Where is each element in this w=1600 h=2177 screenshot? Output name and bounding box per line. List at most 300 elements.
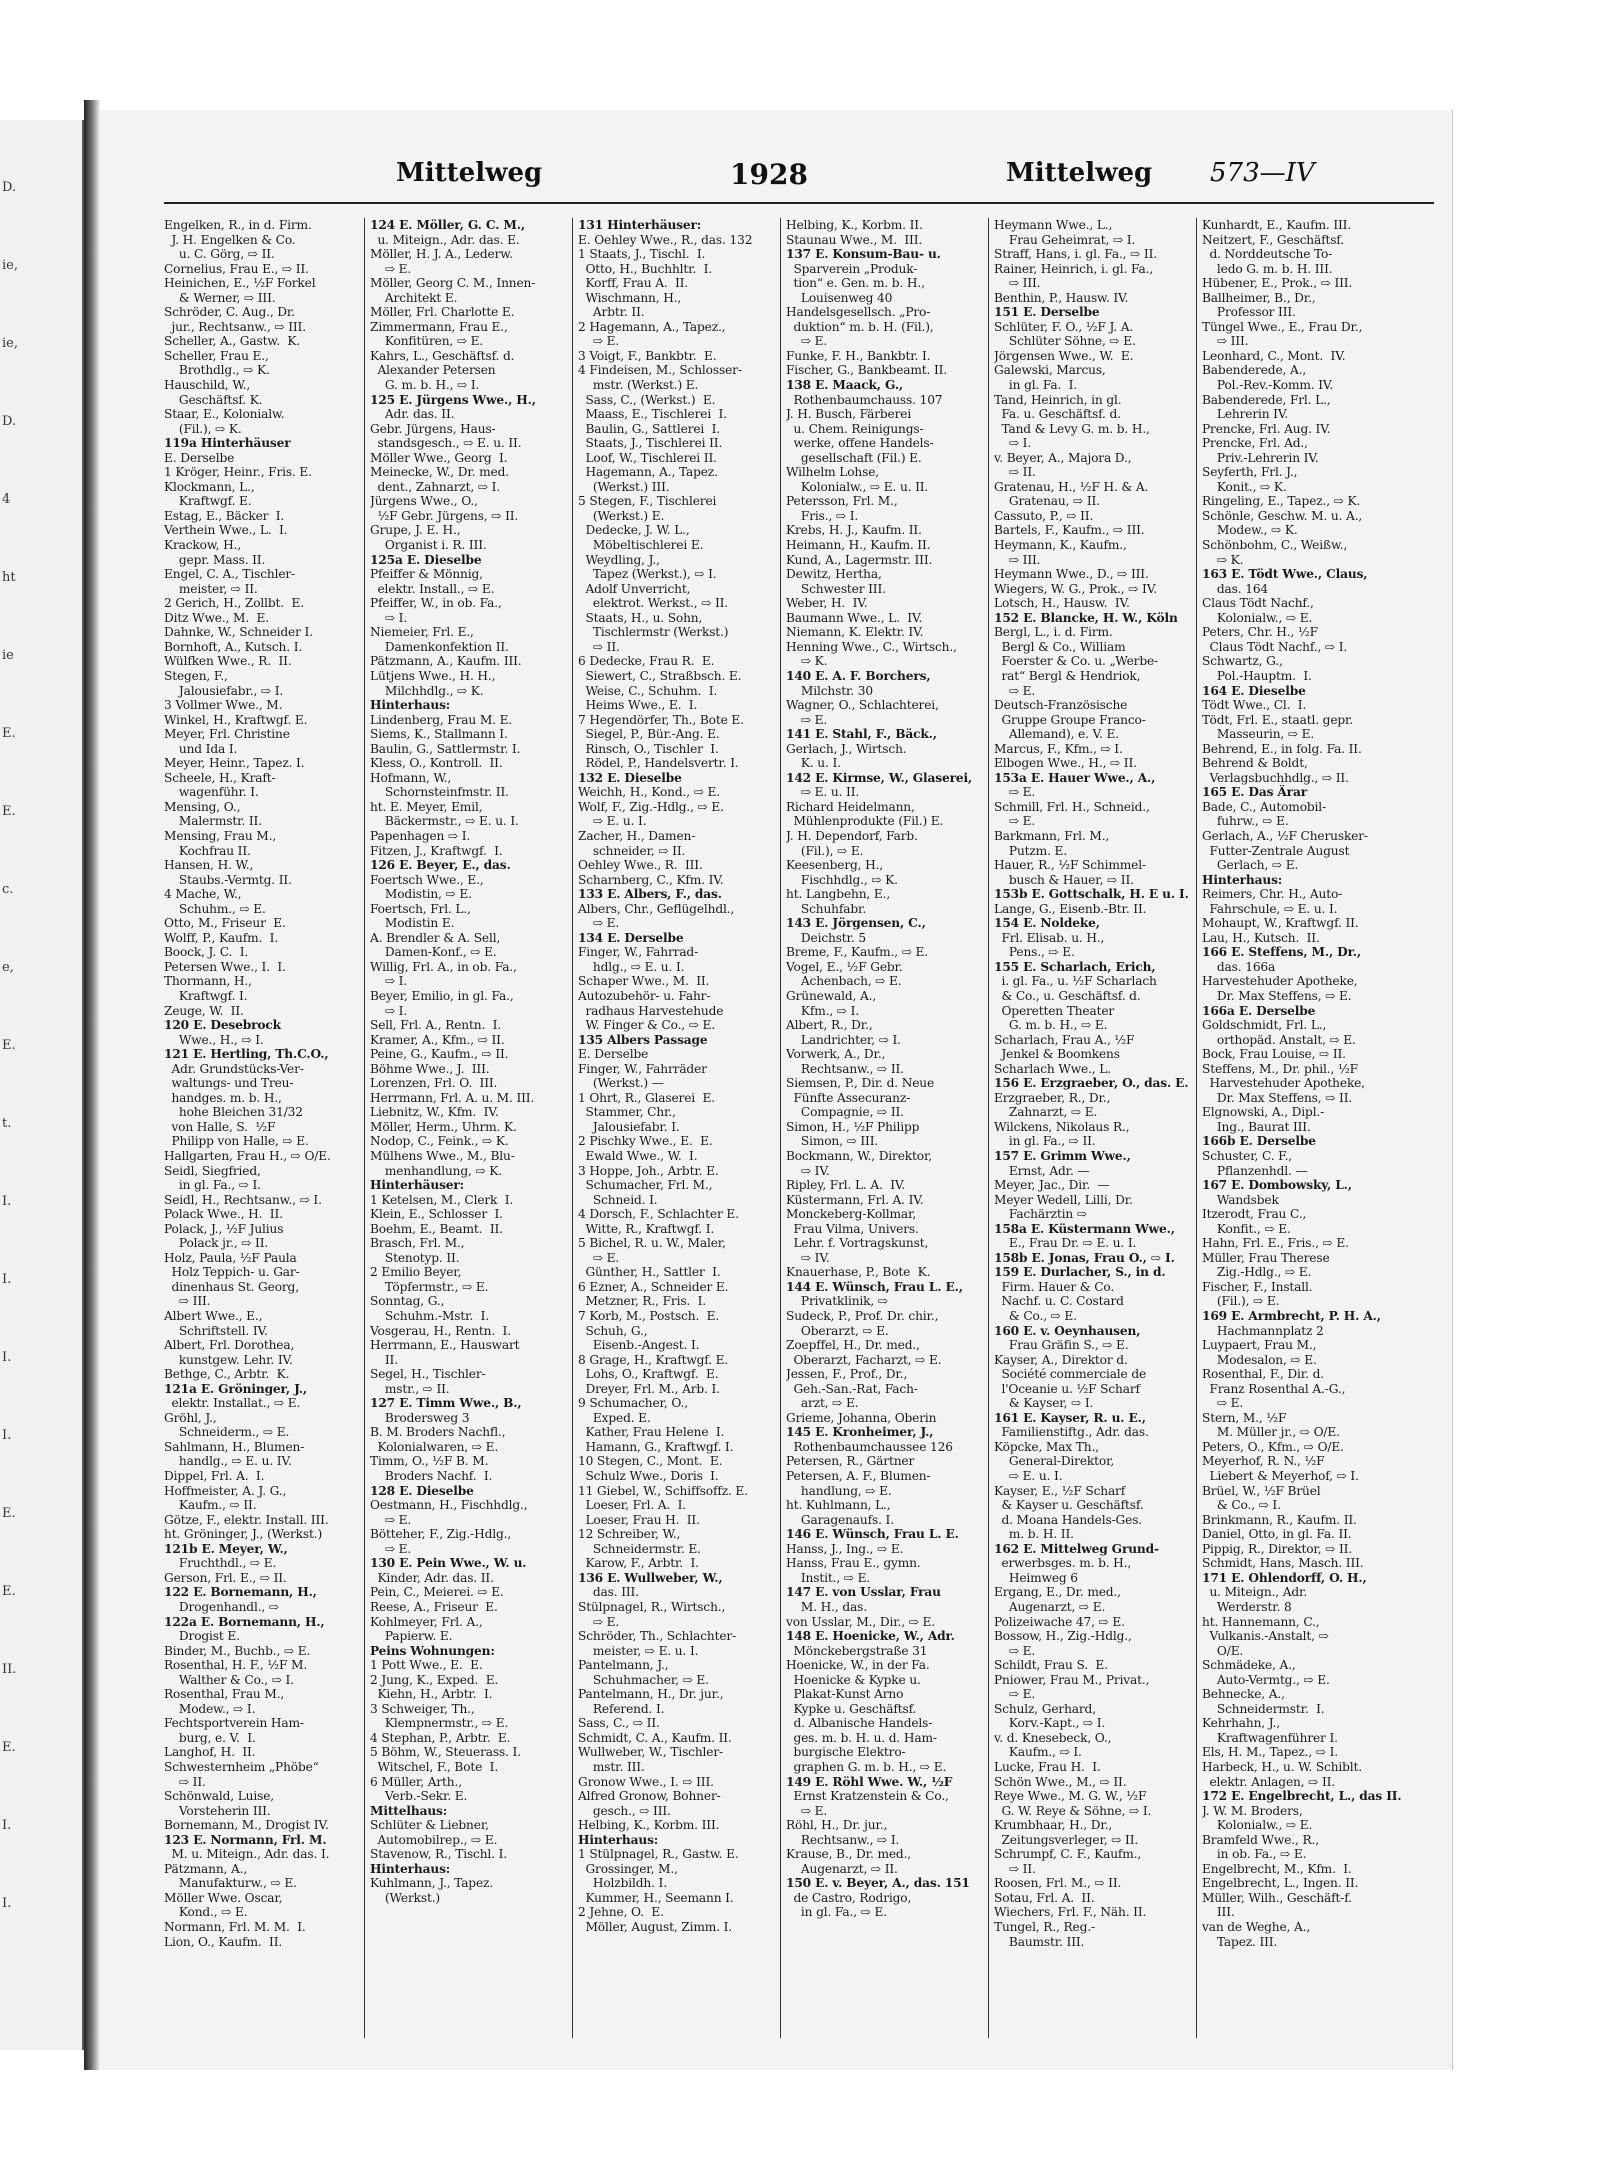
directory-entry-line: Philipp von Halle, ⇨ E. (164, 1134, 309, 1149)
directory-entry-line: Herrmann, E., Hauswart (370, 1338, 520, 1353)
directory-entry-line: Jalousiefabr., ⇨ I. (164, 683, 284, 698)
directory-entry-line: 2 Jung, K., Exped. E. (370, 1672, 499, 1687)
directory-entry-line: 159 E. Durlacher, S., in d. (994, 1265, 1166, 1280)
directory-entry-line: Sass, C., (Werkst.) E. (578, 392, 716, 407)
directory-entry-line: Lohs, O., Kraftwgf. E. (578, 1367, 719, 1382)
directory-entry-line: Bethge, C., Arbtr. K. (164, 1367, 290, 1382)
directory-entry-line: Hinterhaus: (578, 1832, 659, 1847)
directory-entry-line: Jörgensen Wwe., W. E. (994, 348, 1134, 363)
directory-entry-line: Segel, H., Tischler- (370, 1367, 486, 1382)
page-number: 573—IV (1210, 158, 1315, 188)
directory-entry-line: Sell, Frl. A., Rentn. I. (370, 1018, 502, 1033)
directory-entry-line: & Co., u. Geschäftsf. d. (994, 988, 1141, 1003)
directory-entry-line: Schuh, G., (578, 1323, 648, 1338)
directory-entry-line: Polack jr., ⇨ II. (164, 1236, 269, 1251)
directory-entry-line: Lehr. f. Vortragskunst, (786, 1236, 929, 1251)
directory-entry-line: Fruchthdl., ⇨ E. (164, 1556, 277, 1571)
directory-entry-line: Bergl & Co., William (994, 639, 1126, 654)
directory-entry-line: Gerlach, J., Wirtsch. (786, 741, 907, 756)
directory-entry-line: Staubs.-Vermtg. II. (164, 872, 292, 887)
directory-entry-line: Siemsen, P., Dir. d. Neue (786, 1076, 935, 1091)
directory-entry-line: Köpcke, Max Th., (994, 1439, 1099, 1454)
directory-entry-line: 130 E. Pein Wwe., W. u. (370, 1556, 527, 1571)
directory-entry-line: Schuhm., ⇨ E. (164, 901, 266, 916)
left-page-fragment: ie, (2, 258, 18, 273)
directory-entry-line: Simon, ⇨ III. (786, 1134, 879, 1149)
directory-entry-line: E., Frau Dr. ⇨ E. u. I. (994, 1236, 1137, 1251)
directory-entry-line: burgische Elektro- (786, 1745, 906, 1760)
left-page-fragment: t. (2, 1116, 12, 1131)
directory-entry-line: i. gl. Fa., u. ½F Scharlach (994, 974, 1157, 989)
street-name-left: Mittelweg (396, 158, 543, 188)
directory-entry-line: Nodop, C., Feink., ⇨ K. (370, 1134, 509, 1149)
directory-entry-line: Sudeck, P., Prof. Dr. chir., (786, 1309, 939, 1324)
directory-entry-line: 165 E. Das Ärar (1202, 785, 1307, 800)
directory-entry-line: Fischer, G., Bankbeamt. II. (786, 363, 948, 378)
directory-entry-line: Babenderede, Frl. L., (1202, 392, 1331, 407)
directory-entry-line: schneider, ⇨ II. (578, 843, 686, 858)
directory-entry-line: Heimann, H., Kaufm. II. (786, 538, 931, 553)
directory-entry-line: Baumstr. III. (994, 1934, 1085, 1949)
directory-entry-line: 144 E. Wünsch, Frau L. E., (786, 1279, 963, 1294)
directory-entry-line: Staats, H., u. Sohn, (578, 610, 703, 625)
directory-entry-line: 125 E. Jürgens Wwe., H., (370, 392, 536, 407)
directory-entry-line: ⇨ E. u. I. (994, 1469, 1063, 1484)
directory-entry-line: Schwesternheim „Phöbe“ (164, 1759, 319, 1774)
directory-entry-line: Pippig, R., Direktor, ⇨ II. (1202, 1541, 1353, 1556)
directory-entry-line: Reese, A., Friseur E. (370, 1599, 498, 1614)
directory-entry-line: Röhl, H., Dr. jur., (786, 1818, 888, 1833)
directory-entry-line: 157 E. Grimm Wwe., (994, 1149, 1131, 1163)
directory-entry-line: Krumbhaar, H., Dr., (994, 1818, 1113, 1833)
directory-entry-line: Fechtsportverein Ham- (164, 1716, 304, 1731)
directory-entry-line: Eisenb.-Angest. I. (578, 1338, 700, 1353)
directory-entry-line: Meyerhof, R. N., ½F (1202, 1454, 1325, 1469)
directory-entry-line: Brothdlg., ⇨ K. (164, 363, 270, 378)
directory-entry-line: Tapez. III. (1202, 1934, 1278, 1949)
directory-entry-line: Drogist E. (164, 1629, 240, 1644)
directory-entry-line: Jenkel & Boomkens (994, 1047, 1120, 1062)
directory-entry-line: Kraftwagenführer I. (1202, 1730, 1338, 1745)
directory-entry-line: Möller, Georg C. M., Innen- (370, 276, 536, 291)
directory-entry-line: 5 Bichel, R. u. W., Maler, (578, 1236, 726, 1251)
directory-entry-line: Architekt E. (370, 290, 458, 305)
directory-entry-line: Petersen, A. F., Blumen- (786, 1469, 931, 1484)
directory-entry-line: von Usslar, M., Dir., ⇨ E. (786, 1614, 935, 1629)
directory-entry-line: K. u. I. (786, 756, 841, 771)
directory-entry-line: Adr. das. II. (370, 407, 455, 422)
left-page-fragment: E. (2, 1584, 16, 1599)
directory-entry-line: Liebert & Meyerhof, ⇨ I. (1202, 1469, 1359, 1484)
directory-entry-line: G. m. b. H., ⇨ E. (994, 1018, 1108, 1033)
directory-entry-line: Wullweber, W., Tischler- (578, 1745, 723, 1760)
left-page-fragment: D. (2, 180, 17, 195)
directory-entry-line: 155 E. Scharlach, Erich, (994, 959, 1156, 974)
directory-entry-line: Tischlermstr (Werkst.) (578, 625, 729, 640)
directory-entry-line: Geschäftsf. K. (164, 392, 263, 407)
directory-entry-line: ⇨ E. (786, 1803, 828, 1818)
directory-entry-line: in gl. Fa. I. (994, 378, 1078, 393)
directory-entry-line: (Werkst.) E. (578, 508, 665, 523)
directory-column-5 (994, 218, 1194, 2038)
directory-entry-line: 158b E. Jonas, Frau O., ⇨ I. (994, 1250, 1175, 1265)
directory-entry-line: Tapez (Werkst.), ⇨ I. (578, 567, 717, 582)
directory-entry-line: J. H. Busch, Färberei (786, 407, 912, 422)
directory-entry-line: Schneiderm., ⇨ E. (164, 1425, 290, 1440)
directory-entry-line: Kolonialw., ⇨ E. u. II. (786, 479, 929, 494)
directory-entry-line: Damen-Konf., ⇨ E. (370, 945, 497, 960)
directory-entry-line: Lehrerin IV. (1202, 407, 1289, 422)
directory-entry-line: 128 E. Dieselbe (370, 1483, 474, 1498)
directory-entry-line: 147 E. von Usslar, Frau (786, 1585, 941, 1600)
directory-entry-line: mstr. (Werkst.) E. (578, 378, 699, 393)
directory-entry-line: Kohlmeyer, Frl. A., (370, 1614, 483, 1629)
directory-entry-line: ⇨ E. (994, 683, 1036, 698)
directory-entry-line: 123 E. Normann, Frl. M. (164, 1832, 327, 1847)
directory-entry-line: 3 Schweiger, Th., (370, 1701, 475, 1716)
directory-entry-line: 163 E. Tödt Wwe., Claus, (1202, 567, 1368, 582)
directory-entry-line: Kond., ⇨ E. (164, 1905, 248, 1920)
directory-entry-line: (Fil.), ⇨ K. (164, 421, 242, 436)
directory-entry-line: Operetten Theater (994, 1003, 1115, 1018)
directory-entry-line: Kypke u. Geschäftsf. (786, 1701, 917, 1716)
directory-entry-line: u. Miteign., Adr. das. E. (370, 232, 520, 247)
directory-entry-line: Peins Wohnungen: (370, 1643, 495, 1658)
directory-entry-line: hdlg., ⇨ E. u. I. (578, 959, 685, 974)
directory-entry-line: Peters, O., Kfm., ⇨ O/E. (1202, 1439, 1344, 1454)
directory-entry-line: Petersen Wwe., I. I. (164, 959, 286, 974)
directory-entry-line: burg, e. V. I. (164, 1730, 256, 1745)
directory-entry-line: 3 Vollmer Wwe., M. (164, 698, 283, 713)
directory-entry-line: & Kayser u. Geschäftsf. (994, 1498, 1144, 1513)
directory-entry-line: 2 Hagemann, A., Tapez., (578, 319, 726, 334)
directory-entry-line: ⇨ K. (786, 654, 828, 669)
directory-entry-line: Plakat-Kunst Arno (786, 1687, 904, 1702)
directory-entry-line: 164 E. Dieselbe (1202, 683, 1306, 698)
directory-entry-line: 9 Schumacher, O., (578, 1396, 688, 1411)
directory-entry-line: Foerster & Co. u. „Werbe- (994, 654, 1159, 669)
directory-entry-line: Scheller, A., Gastw. K. (164, 334, 301, 349)
directory-entry-line: Hoffmeister, A. J. G., (164, 1483, 287, 1498)
directory-entry-line: kunstgew. Lehr. IV. (164, 1352, 293, 1367)
directory-entry-line: Weichh, H., Kond., ⇨ E. (578, 785, 720, 800)
directory-entry-line: Brasch, Frl. M., (370, 1236, 465, 1251)
directory-entry-line: Kolonialwaren, ⇨ E. (370, 1439, 499, 1454)
directory-entry-line: Fa. u. Geschäftsf. d. (994, 407, 1121, 422)
directory-entry-line: v. d. Knesebeck, O., (994, 1730, 1112, 1745)
directory-entry-line: Möbeltischlerei E. (578, 538, 704, 553)
directory-entry-line: 126 E. Beyer, E., das. (370, 858, 511, 873)
directory-entry-line: General-Direktor, (994, 1454, 1115, 1469)
directory-entry-line: Böhme Wwe., J. III. (370, 1061, 490, 1076)
directory-entry-line: erwerbsges. m. b. H., (994, 1556, 1132, 1571)
directory-entry-line: Mülhens Wwe., M., Blu- (370, 1149, 515, 1163)
directory-entry-line: Küstermann, Frl. A. IV. (786, 1192, 924, 1207)
directory-entry-line: Loof, W., Tischlerei II. (578, 450, 717, 465)
directory-entry-line: M. H., das. (786, 1599, 867, 1614)
directory-entry-line: 162 E. Mittelweg Grund- (994, 1541, 1159, 1556)
directory-entry-line: Möller, H. J. A., Lederw. (370, 247, 513, 262)
directory-entry-line: 148 E. Hoenicke, W., Adr. (786, 1629, 955, 1644)
directory-entry-line: Schwartz, G., (1202, 654, 1283, 669)
directory-entry-line: ⇨ I. (370, 974, 408, 989)
directory-entry-line: Verlagsbuchhdlg., ⇨ II. (1202, 770, 1349, 785)
directory-entry-line: Scharlach Wwe., L. (994, 1061, 1111, 1076)
directory-entry-line: Adolf Unverricht, (578, 581, 691, 596)
directory-entry-line: Hamann, G., Kraftwgf. I. (578, 1439, 734, 1454)
directory-entry-line: & Kayser, ⇨ I. (994, 1396, 1094, 1411)
directory-entry-line: Vorsteherin III. (164, 1803, 271, 1818)
directory-entry-line: Werderstr. 8 (1202, 1599, 1292, 1614)
left-page-fragment: E. (2, 726, 16, 741)
directory-entry-line: Foertsch Wwe., E., (370, 872, 484, 887)
directory-entry-line: arzt, ⇨ E. (786, 1396, 859, 1411)
directory-entry-line: ⇨ II. (578, 639, 620, 654)
directory-entry-line: 154 E. Noldeke, (994, 916, 1100, 931)
directory-entry-line: Exped. E. (578, 1410, 651, 1425)
directory-entry-line: Pein, C., Meierei. ⇨ E. (370, 1585, 504, 1600)
directory-entry-line: Frau Vilma, Univers. (786, 1221, 919, 1236)
directory-entry-line: 11 Giebel, W., Schiffsoffz. E. (578, 1483, 748, 1498)
directory-entry-line: dinenhaus St. Georg, (164, 1279, 299, 1294)
directory-entry-line: in gl. Fa., ⇨ II. (994, 1134, 1096, 1149)
directory-entry-line: Ballheimer, B., Dr., (1202, 290, 1316, 305)
directory-entry-line: J. H. Engelken & Co. (164, 232, 296, 247)
directory-entry-line: Futter-Zentrale August (1202, 843, 1350, 858)
directory-entry-line: Gebr. Jürgens, Haus- (370, 421, 496, 436)
directory-entry-line: Zeuge, W. II. (164, 1003, 244, 1018)
directory-entry-line: Niemann, K. Elektr. IV. (786, 625, 924, 640)
directory-entry-line: Dahnke, W., Schneider I. (164, 625, 313, 640)
directory-entry-line: Tand, Heinrich, in gl. (994, 392, 1122, 407)
directory-entry-line: 4 Mache, W., (164, 887, 242, 902)
directory-entry-line: Klein, E., Schlosser I. (370, 1207, 503, 1222)
directory-entry-line: 6 Dedecke, Frau R. E. (578, 654, 715, 669)
directory-entry-line: ⇨ IV. (786, 1250, 830, 1265)
directory-entry-line: Krackow, H., (164, 538, 242, 553)
directory-entry-line: Meyer, Heinr., Tapez. I. (164, 756, 305, 771)
directory-entry-line: und Ida I. (164, 741, 238, 756)
directory-entry-line: Mohaupt, W., Kraftwgf. II. (1202, 916, 1359, 931)
directory-entry-line: Schön Wwe., M., ⇨ II. (994, 1774, 1127, 1789)
left-page-fragment: I. (2, 1350, 12, 1365)
directory-entry-line: Verb.-Sekr. E. (370, 1789, 468, 1804)
directory-entry-line: Rosenthal, H. F., ½F M. (164, 1658, 308, 1673)
directory-entry-line: Schuhfabr. (786, 901, 867, 916)
directory-entry-line: ges. m. b. H. u. d. Ham- (786, 1730, 937, 1745)
directory-entry-line: Kehrhahn, J., (1202, 1716, 1280, 1731)
left-page-fragment: 4 (2, 492, 11, 507)
directory-entry-line: 142 E. Kirmse, W., Glaserei, (786, 770, 973, 785)
directory-entry-line: Augenarzt, ⇨ E. (994, 1599, 1106, 1614)
directory-entry-line: Behnecke, A., (1202, 1687, 1285, 1702)
directory-entry-line: menhandlung, ⇨ K. (370, 1163, 502, 1178)
directory-entry-line: Hinterhaus: (1202, 872, 1283, 887)
directory-entry-line: Schönbohm, C., Weißw., (1202, 538, 1348, 553)
directory-entry-line: Hinterhäuser: (370, 1178, 465, 1193)
directory-entry-line: Marcus, F., Kfm., ⇨ I. (994, 741, 1123, 756)
directory-entry-line: Bartels, F., Kaufm., ⇨ III. (994, 523, 1145, 538)
directory-entry-line: Goldschmidt, Frl. L., (1202, 1018, 1327, 1033)
directory-entry-line: handlung, ⇨ E. (786, 1483, 892, 1498)
directory-entry-line: Arbtr. II. (578, 305, 645, 320)
directory-entry-line: Achenbach, ⇨ E. (786, 974, 902, 989)
directory-entry-line: Louisenweg 40 (786, 290, 893, 305)
directory-entry-line: J. W. M. Broders, (1202, 1803, 1303, 1818)
directory-entry-line: 119a Hinterhäuser (164, 436, 291, 451)
directory-entry-line: Vosgerau, H., Rentn. I. (370, 1323, 511, 1338)
directory-entry-line: Engelken, R., in d. Firm. (164, 218, 312, 232)
directory-entry-line: Boehm, E., Beamt. II. (370, 1221, 503, 1236)
directory-entry-line: Polack Wwe., H. II. (164, 1207, 283, 1222)
directory-entry-line: Cassuto, P., ⇨ II. (994, 508, 1094, 523)
directory-entry-line: Adr. Grundstücks-Ver- (164, 1061, 304, 1076)
directory-entry-line: Krause, B., Dr. med., (786, 1847, 912, 1862)
directory-entry-line: Walther & Co., ⇨ I. (164, 1672, 294, 1687)
directory-entry-line: Schröder, Th., Schlachter- (578, 1629, 737, 1644)
directory-entry-line: 12 Schreiber, W., (578, 1527, 681, 1542)
directory-entry-line: Schildt, Frau S. E. (994, 1658, 1108, 1673)
directory-entry-line: Knauerhase, P., Bote K. (786, 1265, 931, 1280)
directory-entry-line: Zoepffel, H., Dr. med., (786, 1338, 920, 1353)
directory-entry-line: Fischer, F., Install. (1202, 1279, 1313, 1294)
directory-entry-line: Kaufm., ⇨ II. (164, 1498, 257, 1513)
directory-entry-line: elektrot. Werkst., ⇨ II. (578, 596, 729, 611)
directory-entry-line: Kraftwgf. E. (164, 494, 252, 509)
directory-entry-line: ht. Hannemann, C., (1202, 1614, 1320, 1629)
directory-entry-line: Nachf. u. C. Costard (994, 1294, 1124, 1309)
directory-entry-line: das. 164 (1202, 581, 1269, 596)
directory-entry-line: Kahrs, L., Geschäftsf. d. (370, 348, 515, 363)
directory-entry-line: Petersen, R., Gärtner (786, 1454, 915, 1469)
directory-entry-line: Bock, Frau Louise, ⇨ II. (1202, 1047, 1346, 1062)
directory-entry-line: Grieme, Johanna, Oberin (786, 1410, 937, 1425)
directory-entry-line: Tüngel Wwe., E., Frau Dr., (1202, 319, 1363, 334)
directory-entry-line: Wischmann, H., (578, 290, 682, 305)
directory-entry-line: handges. m. b. H., (164, 1090, 282, 1105)
directory-entry-line: Albers, Chr., Geflügelhdl., (578, 901, 735, 916)
directory-entry-line: Dedecke, J. W. L., (578, 523, 690, 538)
directory-entry-line: 121 E. Hertling, Th.C.O., (164, 1047, 329, 1062)
directory-entry-line: Instit., ⇨ E. (786, 1570, 871, 1585)
directory-entry-line: Frau Geheimrat, ⇨ I. (994, 232, 1136, 247)
directory-entry-line: Gerlach, A., ½F Cherusker- (1202, 828, 1368, 843)
directory-entry-line: Kfm., ⇨ I. (786, 1003, 859, 1018)
directory-entry-line: Hanss, J., Ing., ⇨ E. (786, 1541, 904, 1556)
directory-entry-line: Heinichen, E., ½F Forkel (164, 276, 316, 291)
directory-entry-line: Meyer Wedell, Lilli, Dr. (994, 1192, 1133, 1207)
directory-entry-line: 166b E. Derselbe (1202, 1134, 1316, 1149)
directory-entry-line: Jalousiefabr. I. (578, 1119, 680, 1134)
column-divider (1196, 218, 1197, 2038)
directory-entry-line: Rödel, P., Handelsvertr. I. (578, 756, 739, 771)
directory-entry-line: Stavenow, R., Tischl. I. (370, 1847, 508, 1862)
directory-entry-line: 166a E. Derselbe (1202, 1003, 1316, 1018)
directory-entry-line: Staunau Wwe., M. III. (786, 232, 923, 247)
directory-entry-line: Schönle, Geschw. M. u. A., (1202, 508, 1363, 523)
directory-entry-line: Prencke, Frl. Aug. IV. (1202, 421, 1331, 436)
directory-entry-line: Broders Nachf. I. (370, 1469, 493, 1484)
directory-entry-line: 133 E. Albers, F., das. (578, 887, 722, 902)
directory-entry-line: ⇨ E. (370, 1512, 412, 1527)
directory-entry-line: gepr. Mass. II. (164, 552, 266, 567)
directory-entry-line: Masseurin, ⇨ E. (1202, 727, 1315, 742)
directory-entry-line: Peine, G., Kaufm., ⇨ II. (370, 1047, 509, 1062)
directory-entry-line: Deutsch-Französische (994, 698, 1128, 713)
directory-entry-line: 5 Stegen, F., Tischlerei (578, 494, 717, 509)
directory-entry-line: Schulz Wwe., Doris I. (578, 1469, 719, 1484)
directory-entry-line: m. b. H. II. (994, 1527, 1074, 1542)
directory-entry-line: Harbeck, H., u. W. Schiblt. (1202, 1759, 1363, 1774)
directory-entry-line: 156 E. Erzgraeber, O., das. E. (994, 1076, 1189, 1091)
directory-entry-line: Pniower, Frau M., Privat., (994, 1672, 1150, 1687)
left-page-fragment: ie (2, 648, 14, 663)
directory-entry-line: u. Miteign., Adr. (1202, 1585, 1308, 1600)
directory-entry-line: ledo G. m. b. H. III. (1202, 261, 1333, 276)
directory-entry-line: u. Chem. Reinigungs- (786, 421, 924, 436)
directory-entry-line: Kayser, E., ½F Scharf (994, 1483, 1126, 1498)
directory-entry-line: Fitzen, J., Kraftwgf. I. (370, 843, 503, 858)
left-page-fragment: I. (2, 1818, 12, 1833)
directory-entry-line: Modistin, ⇨ E. (370, 887, 472, 902)
directory-entry-line: Scharlach, Frau A., ½F (994, 1032, 1135, 1047)
directory-entry-line: Schuhmacher, ⇨ E. (578, 1672, 709, 1687)
directory-entry-line: Holz, Paula, ½F Paula (164, 1250, 297, 1265)
directory-entry-line: Fris., ⇨ I. (786, 508, 859, 523)
directory-entry-line: Bergl, L., i. d. Firm. (994, 625, 1113, 640)
directory-entry-line: Lion, O., Kaufm. II. (164, 1934, 283, 1949)
directory-entry-line: Siewert, C., Straßbsch. E. (578, 668, 742, 683)
directory-entry-line: Schriftstell. IV. (164, 1323, 268, 1338)
directory-entry-line: Dr. Max Steffens, ⇨ II. (1202, 1090, 1353, 1105)
directory-entry-line: Roosen, Frl. M., ⇨ II. (994, 1876, 1122, 1891)
directory-entry-line: Breme, F., Kaufm., ⇨ E. (786, 945, 929, 960)
directory-entry-line: ⇨ E. (578, 1614, 620, 1629)
directory-entry-line: Jürgens Wwe., O., (370, 494, 478, 509)
directory-entry-line: Funke, F. H., Bankbtr. I. (786, 348, 931, 363)
directory-entry-line: handlg., ⇨ E. u. IV. (164, 1454, 292, 1469)
directory-entry-line: Schwester III. (786, 581, 886, 596)
directory-entry-line: Pätzmann, A., Kaufm. III. (370, 654, 522, 669)
directory-entry-line: Loeser, Frau H. II. (578, 1512, 700, 1527)
directory-entry-line: 136 E. Wullweber, W., (578, 1570, 723, 1585)
directory-entry-line: ⇨ E. (994, 1687, 1036, 1702)
directory-entry-line: 1 Pott Wwe., E. E. (370, 1658, 483, 1673)
directory-entry-line: Heimweg 6 (994, 1570, 1078, 1585)
directory-entry-line: 1 Staats, J., Tischl. I. (578, 247, 706, 262)
directory-entry-line: Bornemann, M., Drogist IV. (164, 1818, 329, 1833)
directory-entry-line: Schneidermstr. I. (1202, 1701, 1325, 1716)
directory-entry-line: ⇨ II. (994, 465, 1036, 480)
directory-entry-line: Auto-Vermtg., ⇨ E. (1202, 1672, 1330, 1687)
directory-entry-line: 124 E. Möller, G. C. M., (370, 218, 525, 232)
directory-entry-line: Siems, K., Stallmann I. (370, 727, 508, 742)
directory-entry-line: Peters, Chr. H., ½F (1202, 625, 1318, 640)
directory-entry-line: Tödt, Frl. E., staatl. gepr. (1202, 712, 1354, 727)
directory-entry-line: Hinterhaus: (370, 698, 451, 713)
directory-entry-line: Kiehn, H., Arbtr. I. (370, 1687, 493, 1702)
directory-entry-line: Rinsch, O., Tischler I. (578, 741, 719, 756)
directory-entry-line: 160 E. v. Oeynhausen, (994, 1323, 1141, 1338)
directory-entry-line: d. Albanische Handels- (786, 1716, 933, 1731)
directory-entry-line: Rainer, Heinrich, i. gl. Fa., (994, 261, 1154, 276)
directory-entry-line: 122a E. Bornemann, H., (164, 1614, 325, 1629)
column-divider (988, 218, 989, 2038)
directory-entry-line: ⇨ II. (994, 1861, 1036, 1876)
directory-entry-line: Rechtsanw., ⇨ II. (786, 1061, 904, 1076)
left-page-fragment: I. (2, 1194, 12, 1209)
directory-entry-line: ⇨ E. (786, 712, 828, 727)
